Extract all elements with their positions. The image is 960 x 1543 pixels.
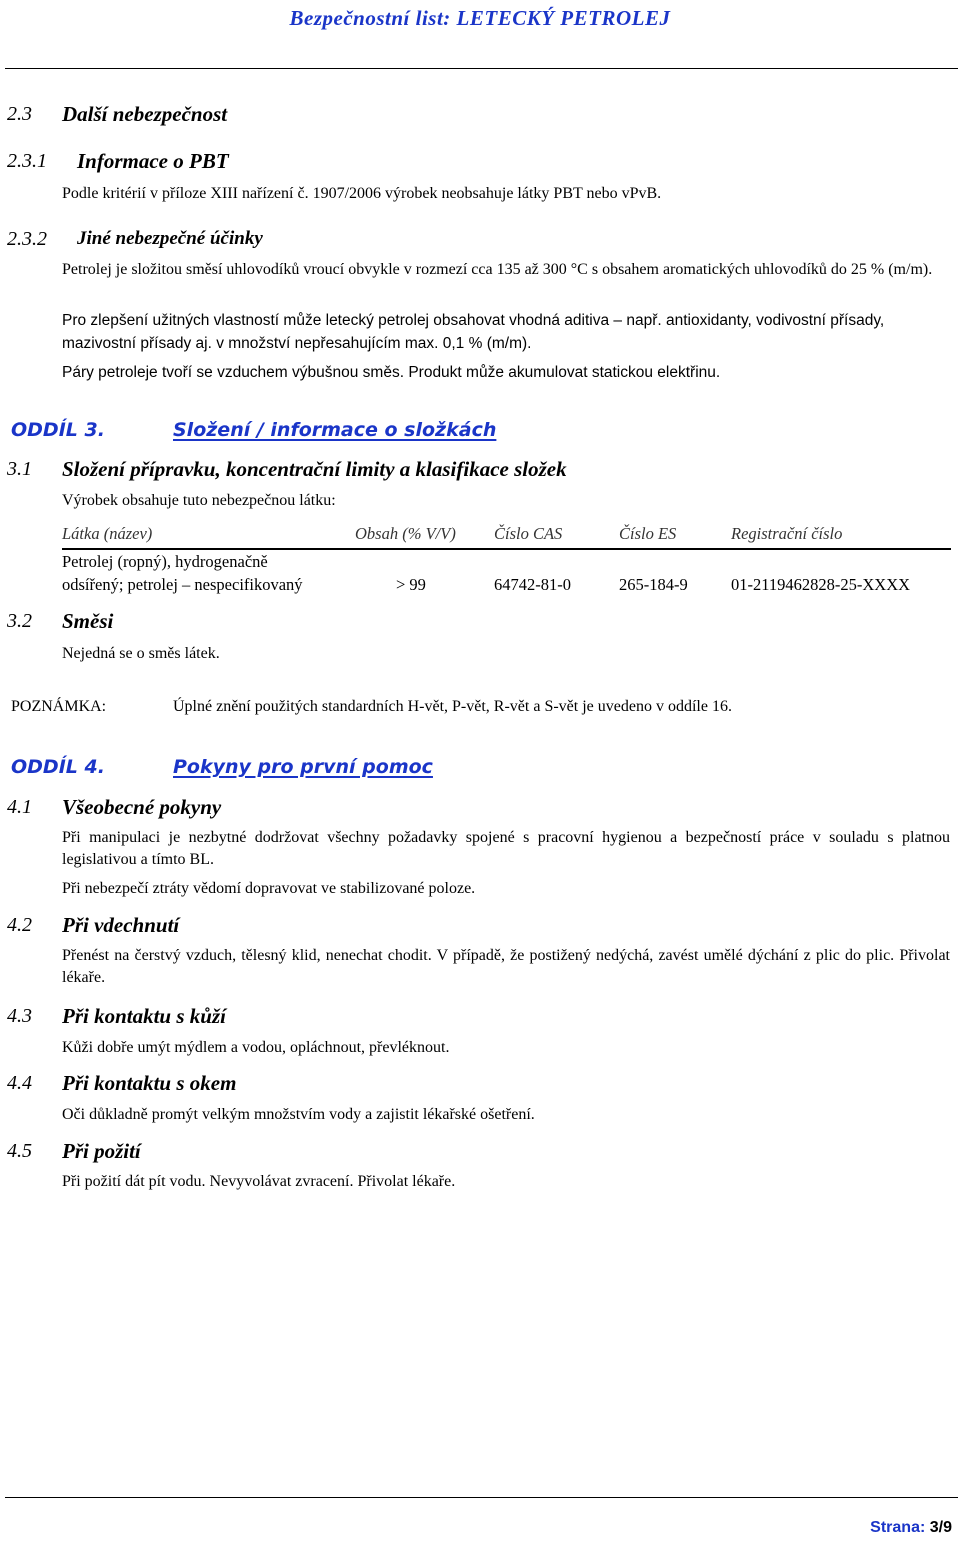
table-header-substance: Látka (název) xyxy=(62,524,153,543)
section-heading: Všeobecné pokyny xyxy=(62,795,222,819)
section-number: 2.3.1 xyxy=(7,150,47,172)
paragraph: Při nebezpečí ztráty vědomí dopravovat ve stabilizované poloze. xyxy=(62,880,476,897)
paragraph: Páry petroleje tvoří se vzduchem výbušnou směs. Produkt může akumulovat statickou elektřinu. xyxy=(62,364,721,381)
table-cell-content: > 99 xyxy=(396,575,426,594)
table-cell-cas: 64742-81-0 xyxy=(494,575,571,594)
table-cell-registration: 01-2119462828-25-XXXX xyxy=(731,575,911,594)
table-cell-substance: odsířený; petrolej – nespecifikovaný xyxy=(62,575,303,594)
page-value: 3/9 xyxy=(929,1519,952,1536)
section-label: ODDÍL 4. xyxy=(11,756,105,778)
paragraph: Při manipulaci je nezbytné dodržovat všechny požadavky spojené s pracovní hygienou a bezpečností práce v souladu s platnou legislativou a tímto BL. xyxy=(62,829,950,868)
header-divider xyxy=(5,68,958,69)
section-number: 4.3 xyxy=(7,1005,32,1027)
note-label: POZNÁMKA: xyxy=(11,698,107,715)
table-header-es: Číslo ES xyxy=(619,524,677,543)
paragraph: Pro zlepšení užitných vlastností může letecký petrolej obsahovat vhodná aditiva – např. antioxidanty, vodivostní přísady, mazivostní přísady aj. v množství nepřesahujícím max. 0,1 % (m/m). xyxy=(62,312,885,352)
paragraph: Oči důkladně promýt velkým množstvím vody a zajistit lékařské ošetření. xyxy=(62,1106,535,1123)
paragraph: Při požití dát pít vodu. Nevyvolávat zvracení. Přivolat lékaře. xyxy=(62,1173,456,1190)
section-heading: Směsi xyxy=(62,609,114,633)
paragraph: Nejedná se o směs látek. xyxy=(62,645,220,662)
paragraph: Podle kritérií v příloze XIII nařízení č. 1907/2006 výrobek neobsahuje látky PBT nebo vPvB. xyxy=(62,185,662,202)
section-title: Pokyny pro první pomoc xyxy=(173,756,433,778)
paragraph: Přenést na čerstvý vzduch, tělesný klid, nenechat chodit. V případě, že postižený nedýchá, zavést umělé dýchání z plic do plic. Přivolat lékaře. xyxy=(62,947,950,986)
table-header-registration: Registrační číslo xyxy=(731,524,843,543)
section-number: 4.2 xyxy=(7,914,32,936)
section-heading: Při kontaktu s kůží xyxy=(62,1004,226,1028)
section-heading: Při požití xyxy=(62,1139,141,1163)
section-heading: Složení přípravku, koncentrační limity a klasifikace složek xyxy=(62,457,567,481)
section-number: 3.2 xyxy=(7,610,32,632)
footer-divider xyxy=(5,1497,958,1498)
section-heading: Jiné nebezpečné účinky xyxy=(77,228,263,249)
section-number: 3.1 xyxy=(7,458,32,480)
table-header-cas: Číslo CAS xyxy=(494,524,563,543)
document-title: Bezpečnostní list: LETECKÝ PETROLEJ xyxy=(289,6,671,30)
section-number: 2.3 xyxy=(7,103,32,125)
paragraph: Petrolej je složitou směsí uhlovodíků vroucí obvykle v rozmezí cca 135 až 300 °C s obsahem aromatických uhlovodíků do 25 % (m/m). xyxy=(62,261,933,278)
section-title: Složení / informace o složkách xyxy=(173,419,497,441)
section-heading: Informace o PBT xyxy=(77,149,229,173)
paragraph: Kůži dobře umýt mýdlem a vodou, opláchnout, převléknout. xyxy=(62,1039,450,1056)
section-number: 4.1 xyxy=(7,796,32,818)
section-heading: Při vdechnutí xyxy=(62,913,180,937)
section-number: 4.5 xyxy=(7,1140,32,1162)
table-header-rule xyxy=(62,548,951,550)
section-number: 4.4 xyxy=(7,1072,32,1094)
section-heading: Při kontaktu s okem xyxy=(62,1071,237,1095)
table-cell-es: 265-184-9 xyxy=(619,575,688,594)
table-header-content: Obsah (% V/V) xyxy=(355,524,456,543)
section-number: 2.3.2 xyxy=(7,228,47,250)
table-cell-substance: Petrolej (ropný), hydrogenačně xyxy=(62,552,268,571)
note-text: Úplné znění použitých standardních H-vět, P-vět, R-vět a S-vět je uvedeno v oddíle 16. xyxy=(173,698,732,715)
section-label: ODDÍL 3. xyxy=(11,419,105,441)
section-heading: Další nebezpečnost xyxy=(62,102,228,126)
paragraph: Výrobek obsahuje tuto nebezpečnou látku: xyxy=(62,492,336,509)
page-label: Strana: xyxy=(870,1519,926,1536)
page-number xyxy=(870,1519,952,1537)
